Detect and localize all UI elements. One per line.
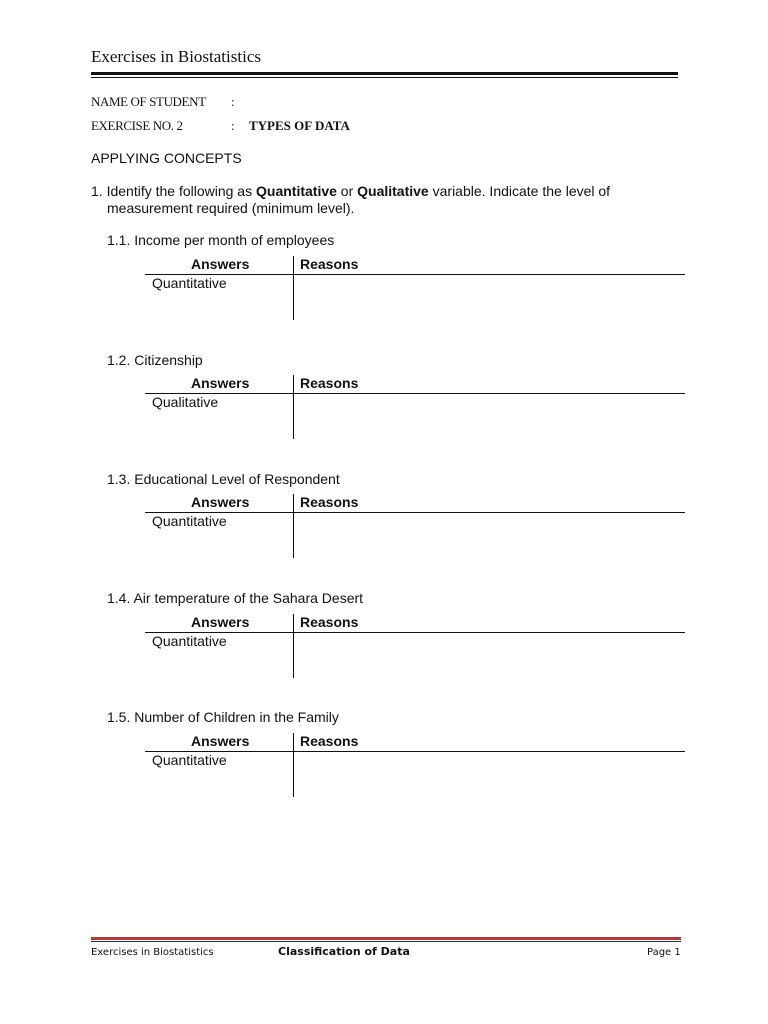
- document-header-title: Exercises in Biostatistics: [91, 47, 261, 66]
- table-column-divider: [293, 494, 294, 558]
- exercise-topic: TYPES OF DATA: [249, 118, 350, 133]
- question-1-line-2: measurement required (minimum level).: [107, 200, 355, 216]
- question-1-line-1: [91, 183, 610, 200]
- answer-table-1-3: [145, 494, 685, 558]
- question-mid: or: [336, 183, 358, 199]
- footer-center-text: Classification of Data: [278, 945, 410, 958]
- answer-cell: Qualitative: [152, 394, 219, 410]
- answers-header: Answers: [191, 375, 250, 391]
- reasons-header: Reasons: [300, 733, 359, 749]
- exercise-number-label: EXERCISE NO. 2: [91, 118, 183, 133]
- header-rule-thin: [91, 77, 678, 78]
- table-header-rule: [145, 393, 685, 394]
- question-suffix: variable. Indicate the level of: [428, 183, 611, 199]
- reasons-header: Reasons: [300, 256, 359, 272]
- answer-table-1-5: [145, 733, 685, 797]
- page-number: Page 1: [647, 947, 681, 958]
- footer-rule: [91, 941, 681, 942]
- exercise-number-row: [91, 118, 350, 134]
- header-rule-thick: [91, 72, 678, 75]
- table-column-divider: [293, 614, 294, 678]
- item-label-1-1: 1.1. Income per month of employees: [107, 232, 335, 248]
- question-term-quantitative: Quantitative: [256, 183, 337, 199]
- section-title: APPLYING CONCEPTS: [91, 150, 242, 166]
- student-name-colon: :: [231, 94, 235, 109]
- exercise-number-colon: :: [231, 118, 235, 133]
- answers-header: Answers: [191, 614, 250, 630]
- item-label-1-2: 1.2. Citizenship: [107, 352, 203, 368]
- item-label-1-3: 1.3. Educational Level of Respondent: [107, 471, 340, 487]
- question-1: [91, 183, 610, 217]
- reasons-header: Reasons: [300, 614, 359, 630]
- answers-header: Answers: [191, 494, 250, 510]
- answer-table-1-1: [145, 256, 685, 320]
- item-label-1-4: 1.4. Air temperature of the Sahara Desert: [107, 590, 364, 606]
- answer-cell: Quantitative: [152, 513, 227, 529]
- item-label-1-5: 1.5. Number of Children in the Family: [107, 709, 339, 725]
- answer-cell: Quantitative: [152, 752, 227, 768]
- answers-header: Answers: [191, 733, 250, 749]
- footer-rule-accent: [91, 937, 681, 940]
- reasons-header: Reasons: [300, 375, 359, 391]
- reasons-header: Reasons: [300, 494, 359, 510]
- answers-header: Answers: [191, 256, 250, 272]
- student-name-label: NAME OF STUDENT: [91, 94, 206, 109]
- footer-left-text: Exercises in Biostatistics: [91, 947, 214, 958]
- answer-table-1-2: [145, 375, 685, 439]
- answer-cell: Quantitative: [152, 275, 227, 291]
- answer-table-1-4: [145, 614, 685, 678]
- question-term-qualitative: Qualitative: [357, 183, 429, 199]
- student-name-row: [91, 94, 249, 110]
- table-column-divider: [293, 733, 294, 797]
- table-column-divider: [293, 375, 294, 439]
- question-prefix: 1. Identify the following as: [91, 183, 256, 199]
- table-column-divider: [293, 256, 294, 320]
- answer-cell: Quantitative: [152, 633, 227, 649]
